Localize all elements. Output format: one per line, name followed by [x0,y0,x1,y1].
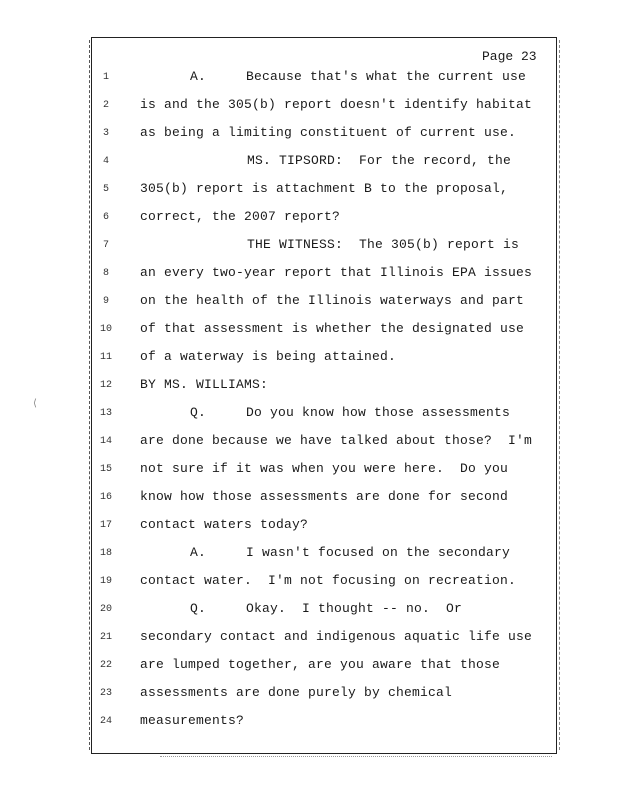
transcript-line [0,489,618,509]
line-number: 4 [102,156,109,167]
line-number: 22 [99,660,112,671]
line-text: on the health of the Illinois waterways and part [140,293,525,308]
line-number: 15 [99,464,112,475]
transcript-line [0,601,618,621]
transcript-line [0,405,618,425]
line-text: Q. Okay. I thought -- no. Or [190,601,463,616]
line-text: an every two-year report that Illinois EPA issues [140,265,533,280]
transcript-line [0,517,618,537]
line-text: not sure if it was when you were here. Do you [140,461,509,476]
line-number: 19 [99,576,112,587]
line-number: 21 [99,632,112,643]
line-text: Q. Do you know how those assessments [190,405,511,420]
line-text: measurements? [140,713,245,728]
line-number: 13 [99,408,112,419]
transcript-line [0,69,618,89]
line-number: 9 [102,296,109,307]
line-text: assessments are done purely by chemical [140,685,453,700]
line-number: 1 [102,72,109,83]
transcript-line [0,629,618,649]
transcript-line [0,237,618,257]
line-text: contact water. I'm not focusing on recreation. [140,573,517,588]
transcript-line [0,181,618,201]
line-number: 18 [99,548,112,559]
transcript-line [0,209,618,229]
transcript-line [0,125,618,145]
line-number: 23 [99,688,112,699]
line-text: A. Because that's what the current use [190,69,527,84]
footer-rule [160,756,552,760]
margin-mark: ⟨ [32,399,39,410]
line-number: 3 [102,128,109,139]
line-text: BY MS. WILLIAMS: [140,377,269,392]
line-text: 305(b) report is attachment B to the proposal, [140,181,509,196]
transcript-line [0,545,618,565]
line-number: 10 [99,324,112,335]
line-text: contact waters today? [140,517,309,532]
transcript-line [0,377,618,397]
line-number: 17 [99,520,112,531]
line-number: 24 [99,716,112,727]
line-number: 16 [99,492,112,503]
transcript-line [0,153,618,173]
transcript-line [0,349,618,369]
line-text: MS. TIPSORD: For the record, the [247,153,512,168]
line-number: 14 [99,436,112,447]
line-number: 8 [102,268,109,279]
line-text: are lumped together, are you aware that those [140,657,501,672]
transcript-line [0,657,618,677]
line-number: 6 [102,212,109,223]
transcript-line [0,713,618,733]
line-text: know how those assessments are done for second [140,489,509,504]
line-text: of that assessment is whether the designated use [140,321,525,336]
transcript-line [0,461,618,481]
line-number: 20 [99,604,112,615]
transcript-line [0,265,618,285]
line-text: A. I wasn't focused on the secondary [190,545,511,560]
transcript-line [0,97,618,117]
transcript-line [0,685,618,705]
transcript-line [0,433,618,453]
line-text: secondary contact and indigenous aquatic life use [140,629,533,644]
line-text: as being a limiting constituent of current use. [140,125,517,140]
line-text: are done because we have talked about those? I'm [140,433,533,448]
line-number: 12 [99,380,112,391]
line-number: 2 [102,100,109,111]
page-number: Page 23 [482,49,537,64]
transcript-line [0,573,618,593]
line-text: of a waterway is being attained. [140,349,397,364]
transcript-line [0,293,618,313]
line-text: correct, the 2007 report? [140,209,341,224]
transcript-line [0,321,618,341]
line-number: 7 [102,240,109,251]
line-number: 5 [102,184,109,195]
line-number: 11 [99,352,112,363]
line-text: THE WITNESS: The 305(b) report is [247,237,520,252]
line-text: is and the 305(b) report doesn't identify habitat [140,97,533,112]
